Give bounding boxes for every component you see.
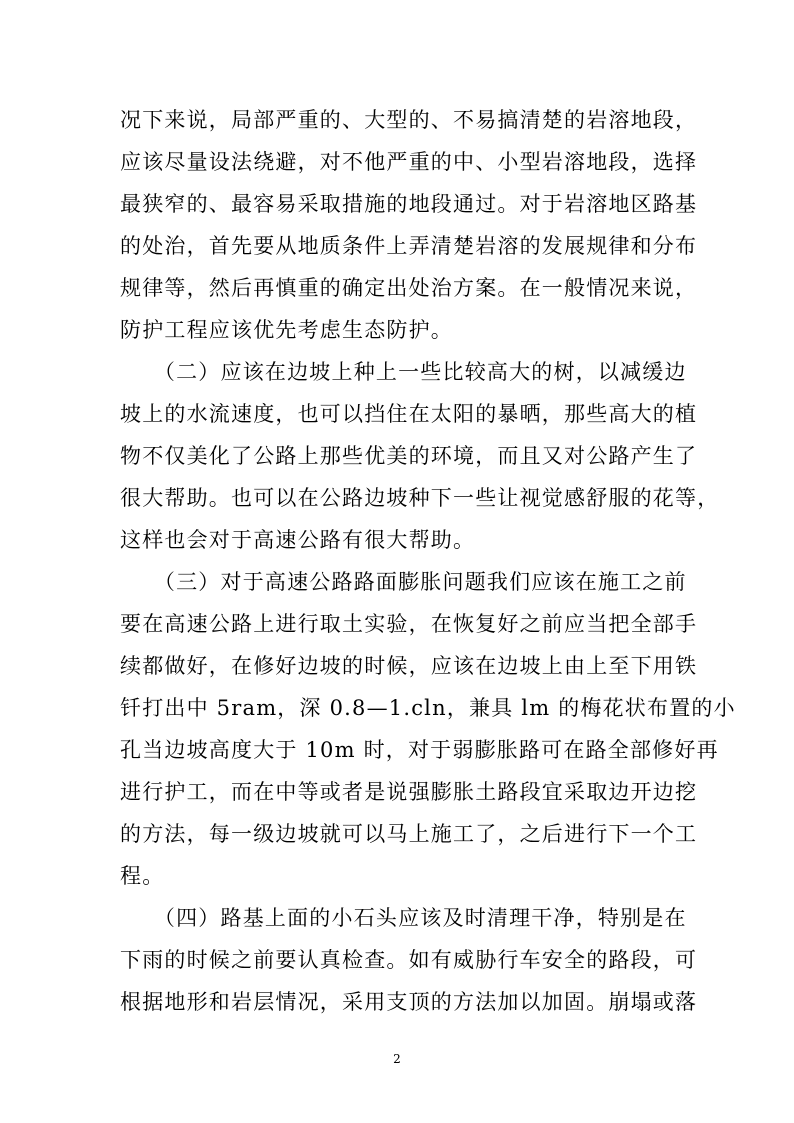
text-line: 防护工程应该优先考虑生态防护。 — [120, 318, 453, 342]
text-line: （三）对于高速公路路面膨胀问题我们应该在施工之前 — [120, 570, 687, 594]
text-line: （四）路基上面的小石头应该及时清理干净，特别是在 — [120, 906, 687, 930]
text-line: 的方法，每一级边坡就可以马上施工了，之后进行下一个工 — [120, 822, 698, 846]
text-line: 钎打出中 5ram，深 0.8—1.cln，兼具 lm 的梅花状布置的小 — [120, 696, 736, 720]
text-line: 况下来说，局部严重的、大型的、不易搞清楚的岩溶地段， — [120, 108, 698, 132]
text-line: 程。 — [120, 864, 165, 888]
body-text — [120, 99, 736, 1023]
text-line: 根据地形和岩层情况，采用支顶的方法加以加固。崩塌或落 — [120, 990, 698, 1014]
text-line: 规律等，然后再慎重的确定出处治方案。在一般情况来说， — [120, 276, 698, 300]
text-line: 物不仅美化了公路上那些优美的环境，而且又对公路产生了 — [120, 444, 698, 468]
text-line: 要在高速公路上进行取土实验，在恢复好之前应当把全部手 — [120, 612, 698, 636]
text-line: 的处治，首先要从地质条件上弄清楚岩溶的发展规律和分布 — [120, 234, 698, 258]
text-line: 坡上的水流速度，也可以挡住在太阳的暴晒，那些高大的植 — [120, 402, 698, 426]
text-line: （二）应该在边坡上种上一些比较高大的树，以减缓边 — [120, 360, 687, 384]
text-line: 下雨的时候之前要认真检查。如有威胁行车安全的路段，可 — [120, 948, 698, 972]
text-line: 进行护工，而在中等或者是说强膨胀土路段宜采取边开边挖 — [120, 780, 698, 804]
text-line: 这样也会对于高速公路有很大帮助。 — [120, 528, 476, 552]
text-line: 很大帮助。也可以在公路边坡种下一些让视觉感舒服的花等， — [120, 486, 720, 510]
text-line: 孔当边坡高度大于 10m 时，对于弱膨胀路可在路全部修好再 — [120, 738, 719, 762]
page-number: 2 — [393, 1052, 401, 1066]
text-line: 续都做好，在修好边坡的时候，应该在边坡上由上至下用铁 — [120, 654, 698, 678]
text-line: 应该尽量设法绕避，对不他严重的中、小型岩溶地段，选择 — [120, 150, 698, 174]
text-line: 最狭窄的、最容易采取措施的地段通过。对于岩溶地区路基 — [120, 192, 698, 216]
